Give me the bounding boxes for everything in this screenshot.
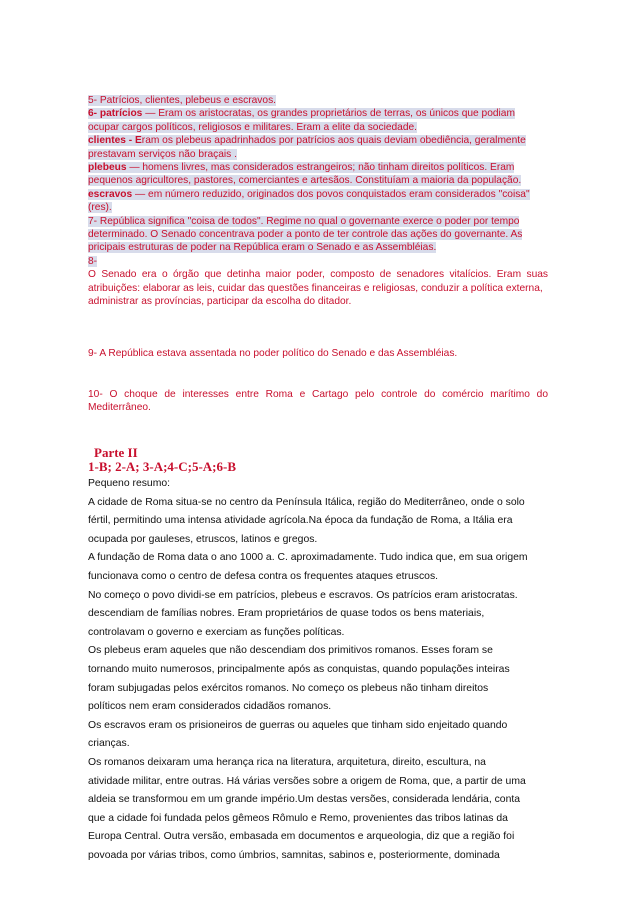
answer-10: 10- O choque de interesses entre Roma e Cartago pelo controle do comércio marítimo do Mediterrâneo. — [88, 389, 548, 414]
summary-line: descendiam de famílias nobres. Eram proprietários de quase todos os bens materiais, — [88, 608, 485, 620]
term-clientes: clientes - E — [88, 135, 142, 147]
part-2-title: Parte II — [94, 445, 138, 460]
answer-6-clientes: clientes - Eram os plebeus apadrinhados por patrícios aos quais deviam obediência, geralmente — [88, 135, 526, 147]
summary-line: No começo o povo dividi-se em patrícios, plebeus e escravos. Os patrícios eram aristocratas. — [88, 589, 518, 601]
summary-line: Europa Central. Outra versão, embasada em documentos e arqueologia, diz que a região foi — [88, 831, 515, 843]
summary-line: Pequeno resumo: — [88, 478, 171, 489]
answer-9: 9- A República estava assentada no poder político do Senado e das Assembléias. — [88, 348, 458, 359]
summary-line: foram subjugadas pelos exércitos romanos. No começo os plebeus não tinham direitos — [88, 682, 489, 694]
summary-line: crianças. — [88, 738, 130, 750]
summary-line: funcionava como o centro de defesa contra os frequentes ataques etruscos. — [88, 570, 439, 582]
answers-5-to-8: 5- Patrícios, clientes, plebeus e escravos. 6- patrícios — Eram os aristocratas, os grandes proprietários de terras, os únicos que podiam ocupar cargos políticos, religiosos e militares. Eram a elite da sociedade. clientes - Eram os plebeus apadrinhados por patrícios aos quais deviam obediência, geralmente prestavam serviços não braçais . plebeus — homens livres, mas considerados estrangeiros; não tinham direitos políticos. Eram pequenos agricultores, pastores, comerciantes e artesãos. Constituíam a maioria da população. escravos — em número reduzido, originados dos povos conquistados eram considerados "coisa" (res). 7- República significa "coisa de todos". Regime no qual o governante exerce o poder por tempo determinado. O Senado concentrava poder a ponto de ter controle das ações do governante. As pricipais estruturas de poder na República eram o Senado e as Assembléias. 8- O Senado era o órgão que detinha maior poder, composto de senadores vitalícios. Eram suas atribuições: elaborar as leis, cuidar das questões financeiras e religiosas, conduzir a política externa, administrar as províncias, participar da escolha do ditador. — [88, 95, 548, 308]
summary-line: ocupada por gauleses, etruscos, latinos e gregos. — [88, 533, 318, 545]
summary-line: A cidade de Roma situa-se no centro da Península Itálica, região do Mediterrâneo, onde o solo — [88, 496, 525, 508]
answer-8-number: 8- — [88, 255, 98, 267]
summary-line: Os romanos deixaram uma herança rica na literatura, arquitetura, direito, escultura, na — [88, 756, 486, 768]
summary-line: Os plebeus eram aqueles que não descendiam dos primitivos romanos. Esses foram se — [88, 645, 493, 657]
term-escravos: escravos — [88, 188, 133, 200]
answer-7-line-1: 7- República significa "coisa de todos". Regime no qual o governante exerce o poder por tempo — [88, 215, 520, 227]
term-plebeus: plebeus — [88, 162, 127, 174]
answer-5: 5- Patrícios, clientes, plebeus e escravos. — [88, 95, 276, 106]
answer-6-plebeus: plebeus — homens livres, mas considerados estrangeiros; não tinham direitos políticos. Eram — [88, 162, 515, 174]
summary-line: povoada por várias tribos, como úmbrios, samnitas, sabinos e, posteriormente, dominada — [88, 849, 500, 861]
summary-line: controlavam o governo e exerciam as funções políticas. — [88, 626, 345, 638]
summary-line: políticos nem eram considerados cidadãos romanos. — [88, 701, 332, 713]
summary-line: aldeia se transformou em um grande império.Um destas versões, considerada lendária, conta — [88, 794, 521, 806]
summary-text — [88, 475, 550, 865]
summary-line: que a cidade foi fundada pelos gêmeos Rômulo e Remo, provenientes das tribos latinas da — [88, 812, 508, 824]
answer-6-escravos: escravos — em número reduzido, originados dos povos conquistados eram considerados "coisa" — [88, 188, 530, 200]
summary-line: Os escravos eram os prisioneiros de guerras ou aqueles que tinham sido enjeitado quando — [88, 719, 508, 731]
answer-7-line-2: determinado. O Senado concentrava poder a ponto de ter controle das ações do governante. As — [88, 229, 523, 241]
summary-line: tornando muito numerosos, principalmente após as conquistas, quando populações inteiras — [88, 663, 510, 675]
summary-line: atividade militar, entre outras. Há várias versões sobre a origem de Roma, que, a partir de uma — [88, 775, 526, 787]
summary-line: fértil, permitindo uma intensa atividade agrícola.Na época da fundação de Roma, a Itália era — [88, 515, 513, 527]
answer-7-line-3: pricipais estruturas de poder na República eram o Senado e as Assembléias. — [88, 242, 437, 254]
summary-line: A fundação de Roma data o ano 1000 a. C. aproximadamente. Tudo indica que, em sua origem — [88, 552, 528, 564]
term-patricios: 6- patrícios — [88, 108, 143, 120]
answer-8-line-2: atribuições: elaborar as leis, cuidar das questões financeiras e religiosas, conduzir a política externa, — [88, 282, 543, 294]
answer-8-line-1: O Senado era o órgão que detinha maior poder, composto de senadores vitalícios. Eram suas — [88, 269, 548, 281]
answer-8-line-3: administrar as províncias, participar da escolha do ditador. — [88, 296, 352, 308]
answer-6-patricios: 6- patrícios — Eram os aristocratas, os grandes proprietários de terras, os únicos que podiam — [88, 108, 515, 120]
part-2-answer-key: 1-B; 2-A; 3-A;4-C;5-A;6-B — [88, 459, 237, 474]
